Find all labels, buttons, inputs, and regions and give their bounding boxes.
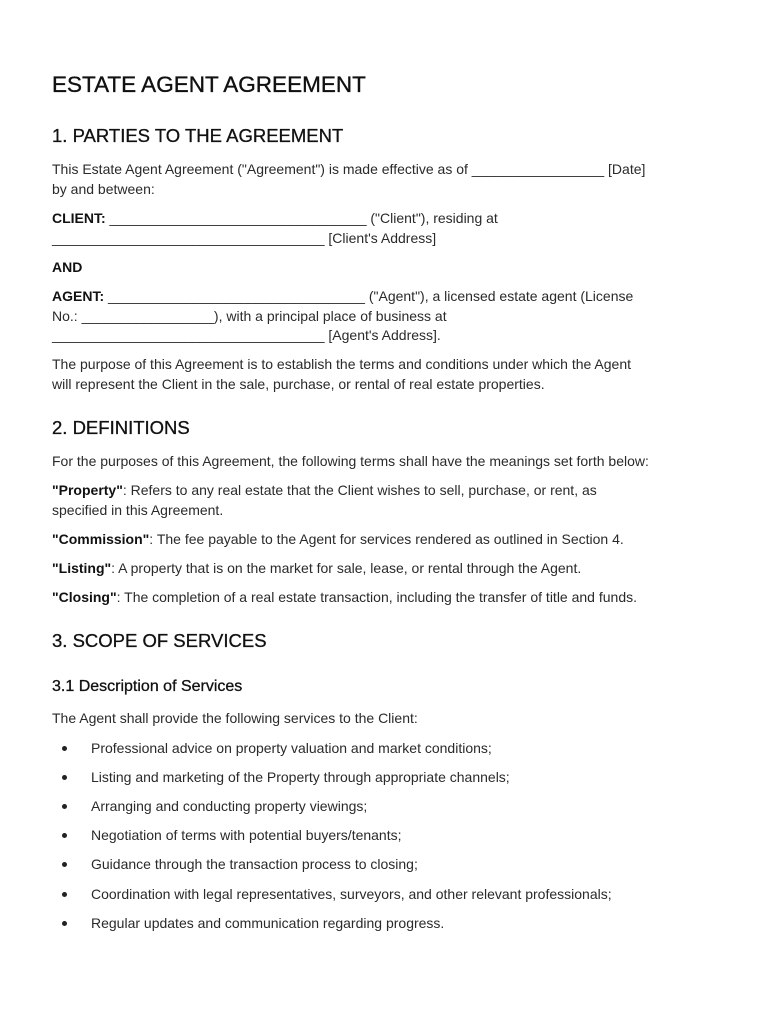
agent-line-2: No.: _________________), with a principal place of business at xyxy=(52,307,447,324)
section-3-heading: 3. SCOPE OF SERVICES xyxy=(52,630,267,651)
purpose-paragraph xyxy=(52,355,720,394)
services-intro: The Agent shall provide the following services to the Client: xyxy=(52,710,418,726)
property-definition-line-2: specified in this Agreement. xyxy=(52,501,224,518)
client-paragraph xyxy=(52,209,720,248)
definitions-intro: For the purposes of this Agreement, the following terms shall have the meanings set forth below: xyxy=(52,453,649,469)
agreement-intro-line-2: by and between: xyxy=(52,180,155,197)
service-text: Regular updates and communication regarding progress. xyxy=(91,915,445,931)
property-term: "Property" xyxy=(52,482,123,498)
purpose-line-1: The purpose of this Agreement is to establish the terms and conditions under which the Agent xyxy=(52,356,632,372)
service-text: Guidance through the transaction process to closing; xyxy=(91,856,418,872)
agreement-intro-line-1: This Estate Agent Agreement ("Agreement") is made effective as of _________________ [Date] xyxy=(52,161,646,177)
commission-term: "Commission" xyxy=(52,531,150,547)
service-text: Listing and marketing of the Property through appropriate channels; xyxy=(91,769,510,785)
agent-label: AGENT: xyxy=(52,288,105,304)
agent-paragraph xyxy=(52,287,720,346)
purpose-line-2: will represent the Client in the sale, purchase, or rental of real estate properties. xyxy=(52,375,545,392)
definition-listing xyxy=(52,559,720,579)
bullet-icon xyxy=(62,862,67,867)
definition-property xyxy=(52,481,720,520)
service-text: Negotiation of terms with potential buyers/tenants; xyxy=(91,827,402,843)
closing-term: "Closing" xyxy=(52,589,117,605)
service-text: Coordination with legal representatives, surveyors, and other relevant professionals; xyxy=(91,886,612,902)
section-2-heading: 2. DEFINITIONS xyxy=(52,417,190,438)
client-label: CLIENT: xyxy=(52,210,106,226)
service-text: Professional advice on property valuation and market conditions; xyxy=(91,740,492,756)
agreement-intro xyxy=(52,160,720,199)
subsection-3-1-heading: 3.1 Description of Services xyxy=(52,678,243,695)
bullet-icon xyxy=(62,833,67,838)
commission-definition: : The fee payable to the Agent for services rendered as outlined in Section 4. xyxy=(149,531,624,547)
listing-term: "Listing" xyxy=(52,560,112,576)
closing-definition: : The completion of a real estate transaction, including the transfer of title and funds. xyxy=(116,589,637,605)
definition-closing xyxy=(52,588,720,608)
document-title: ESTATE AGENT AGREEMENT xyxy=(52,72,366,97)
section-1-heading: 1. PARTIES TO THE AGREEMENT xyxy=(52,125,344,146)
bullet-icon xyxy=(62,892,67,897)
bullet-icon xyxy=(62,804,67,809)
and-separator: AND xyxy=(52,259,83,275)
service-text: Arranging and conducting property viewings; xyxy=(91,798,368,814)
client-line-2: ___________________________________ [Client's Address] xyxy=(52,229,437,246)
client-line-1: _________________________________ ("Client"), residing at xyxy=(105,210,498,226)
bullet-icon xyxy=(62,775,67,780)
definition-commission xyxy=(52,530,720,550)
listing-definition: : A property that is on the market for sale, lease, or rental through the Agent. xyxy=(111,560,582,576)
property-definition-line-1: : Refers to any real estate that the Client wishes to sell, purchase, or rent, as xyxy=(122,482,597,498)
bullet-icon xyxy=(62,746,67,751)
agent-line-1: _________________________________ ("Agent"), a licensed estate agent (License xyxy=(104,288,634,304)
agent-line-3: ___________________________________ [Agent's Address]. xyxy=(52,327,441,343)
bullet-icon xyxy=(62,921,67,926)
